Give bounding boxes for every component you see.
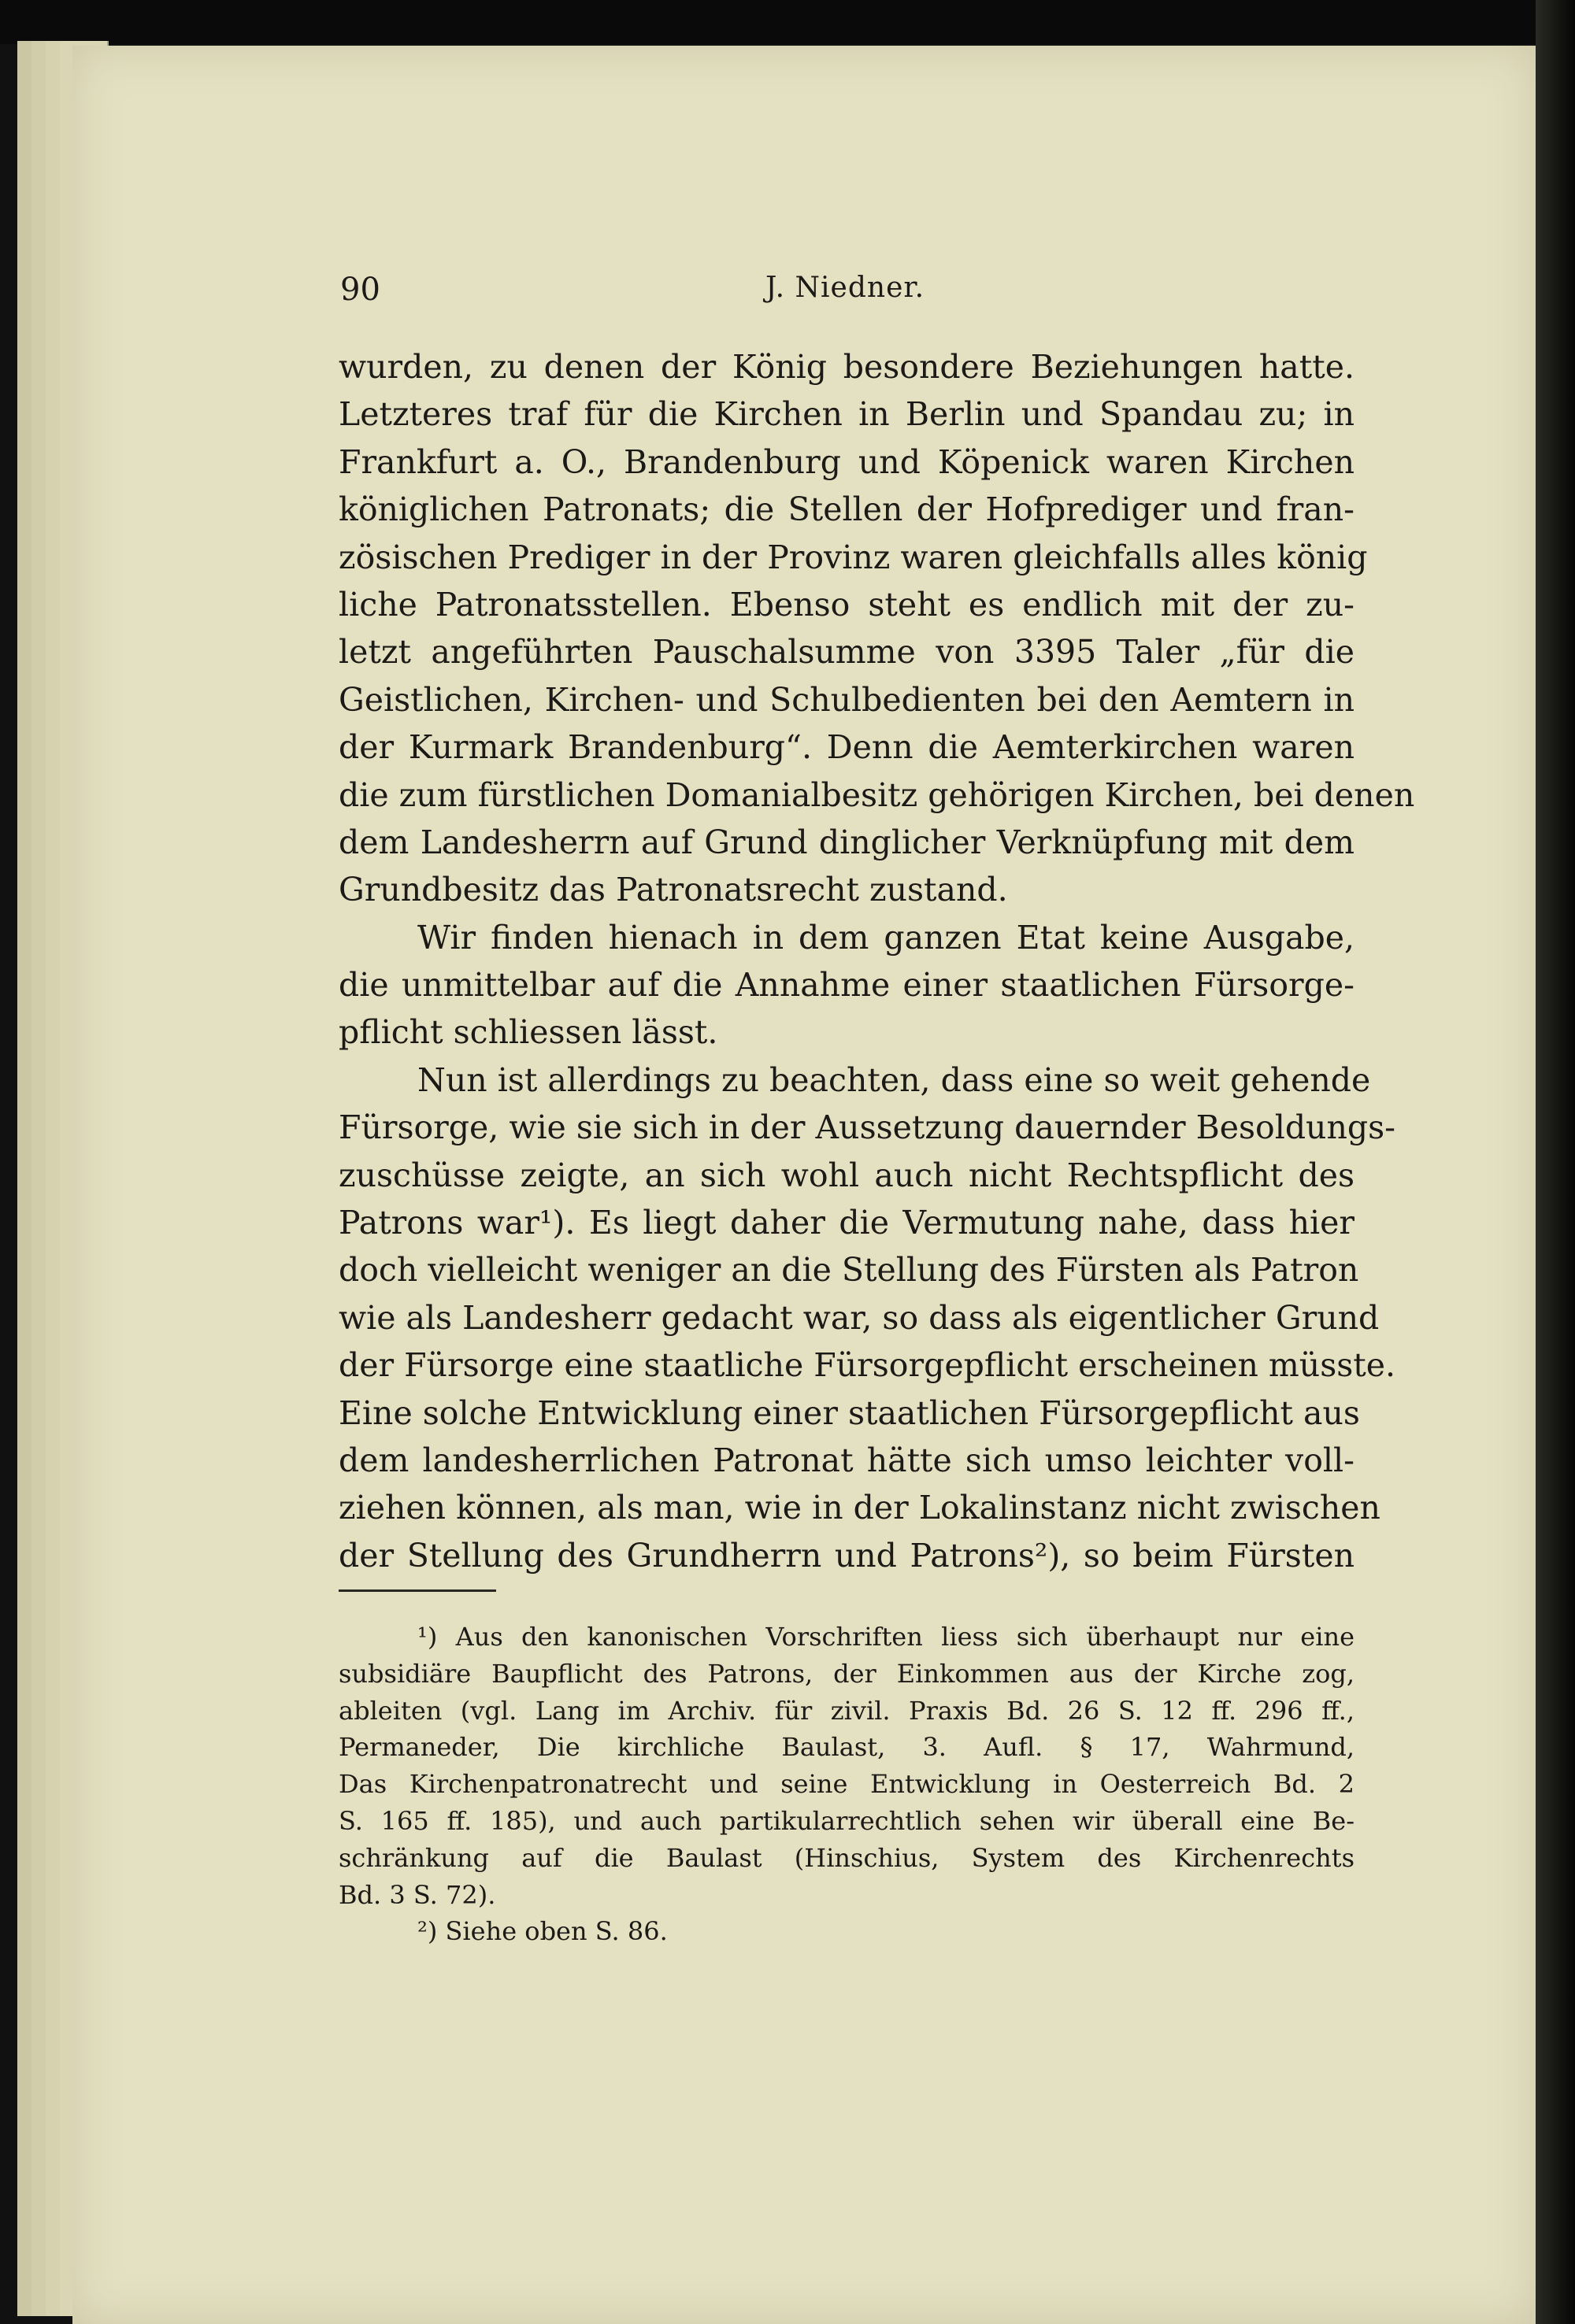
book-binding bbox=[1536, 0, 1575, 2324]
body-line: königlichen Patronats; die Stellen der Hofprediger und fran- bbox=[339, 490, 1354, 529]
body-line: letzt angeführten Pauschalsumme von 3395 Taler „für die bbox=[339, 633, 1354, 672]
body-line: die zum fürstlichen Domanialbesitz gehörigen Kirchen, bei denen bbox=[339, 775, 1415, 814]
footnote-line: schränkung auf die Baulast (Hinschius, System des Kirchenrechts bbox=[339, 1842, 1354, 1873]
body-text bbox=[339, 343, 1415, 1579]
body-line: wurden, zu denen der König besondere Beziehungen hatte. bbox=[339, 348, 1354, 386]
footnote-line: ¹) Aus den kanonischen Vorschriften liess sich überhaupt nur eine bbox=[417, 1622, 1354, 1652]
body-line: dem Landesherrn auf Grund dinglicher Verknüpfung mit dem bbox=[339, 823, 1354, 861]
body-line: Frankfurt a. O., Brandenburg und Köpenick waren Kirchen bbox=[339, 442, 1354, 481]
body-line: der Stellung des Grundherrn und Patrons²), so beim Fürsten bbox=[339, 1536, 1354, 1575]
body-line: ziehen können, als man, wie in der Lokalinstanz nicht zwischen bbox=[339, 1489, 1380, 1527]
body-line: der Fürsorge eine staatliche Fürsorgepflicht erscheinen müsste. bbox=[339, 1346, 1396, 1385]
body-line: der Kurmark Brandenburg“. Denn die Aemterkirchen waren bbox=[339, 728, 1354, 767]
footnote-line: ²) Siehe oben S. 86. bbox=[417, 1916, 668, 1947]
body-line: dem landesherrlichen Patronat hätte sich umso leichter voll- bbox=[339, 1441, 1354, 1479]
footnote-line: Permaneder, Die kirchliche Baulast, 3. Aufl. § 17, Wahrmund, bbox=[339, 1732, 1354, 1763]
body-line: zösischen Prediger in der Provinz waren gleichfalls alles könig bbox=[339, 538, 1368, 576]
body-line: die unmittelbar auf die Annahme einer staatlichen Fürsorge- bbox=[339, 966, 1354, 1005]
body-line: Nun ist allerdings zu beachten, dass eine so weit gehende bbox=[417, 1060, 1371, 1099]
body-line: wie als Landesherr gedacht war, so dass als eigentlicher Grund bbox=[339, 1298, 1380, 1337]
footnotes bbox=[339, 1619, 1354, 1950]
body-line: Grundbesitz das Patronatsrecht zustand. bbox=[339, 871, 1008, 909]
body-line: Geistlichen, Kirchen- und Schulbedienten bei den Aemtern in bbox=[339, 680, 1354, 719]
body-line: Eine solche Entwicklung einer staatlichen Fürsorgepflicht aus bbox=[339, 1393, 1360, 1432]
footnote-rule bbox=[339, 1589, 496, 1592]
footnote-line: ableiten (vgl. Lang im Archiv. für zivil. Praxis Bd. 26 S. 12 ff. 296 ff., bbox=[339, 1695, 1354, 1726]
body-line: Fürsorge, wie sie sich in der Aussetzung dauernder Besoldungs- bbox=[339, 1108, 1396, 1147]
body-line: pflicht schliessen lässt. bbox=[339, 1013, 718, 1052]
footnote-line: Bd. 3 S. 72). bbox=[339, 1879, 496, 1910]
footnote-line: Das Kirchenpatronatrecht und seine Entwicklung in Oesterreich Bd. 2 bbox=[339, 1769, 1354, 1800]
body-line: doch vielleicht weniger an die Stellung des Fürsten als Patron bbox=[339, 1251, 1359, 1290]
body-line: Patrons war¹). Es liegt daher die Vermutung nahe, dass hier bbox=[339, 1204, 1354, 1242]
body-line: Wir finden hienach in dem ganzen Etat keine Ausgabe, bbox=[417, 918, 1354, 957]
running-head: J. Niedner. bbox=[765, 272, 925, 304]
body-line: zuschüsse zeigte, an sich wohl auch nicht Rechtspflicht des bbox=[339, 1156, 1354, 1194]
scan-background-top bbox=[0, 0, 1575, 44]
page-number: 90 bbox=[340, 272, 380, 308]
footnote-line: S. 165 ff. 185), und auch partikularrechtlich sehen wir überall eine Be- bbox=[339, 1805, 1354, 1836]
body-line: liche Patronatsstellen. Ebenso steht es endlich mit der zu- bbox=[339, 585, 1354, 624]
body-line: Letzteres traf für die Kirchen in Berlin und Spandau zu; in bbox=[339, 395, 1354, 434]
footnote-line: subsidiäre Baupflicht des Patrons, der Einkommen aus der Kirche zog, bbox=[339, 1658, 1354, 1689]
